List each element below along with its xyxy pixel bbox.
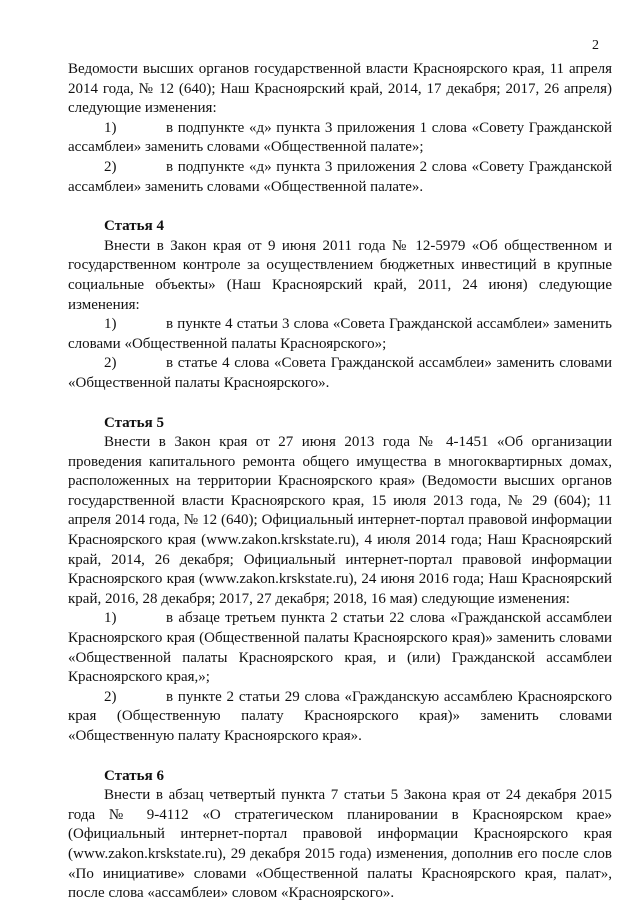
intro-paragraph: Ведомости высших органов государственной власти Красноярского края, 11 апреля 2014 года, № 12 (640); Наш Красноярский край, 2014, 17 декабря; 2017, 26 апреля) следующие изменения: (68, 61, 612, 117)
article-paragraph: Внести в Закон края от 27 июня 2013 года № 4-1451 «Об организации проведения капитального ремонта общего имущества в многоквартирных домах, расположенных на территории Красноярского края» (Ведомости высших органов государственной власти Красноярского края, 15 июля 2013 года, № 29 (604); 11 апреля 2014 года, № 12 (640); Официальный интернет-портал правовой информации Красноярского края (www.zakon.krskstate.ru), 4 июля 2014 года; Наш Красноярский край, 2014, 26 декабря; Официальный интернет-портал правовой информации Красноярского края (www.zakon.krskstate.ru), 24 июня 2016 года; Наш Красноярский край, 2016, 28 декабря; 2017, 27 декабря; 2018, 16 мая) следующие изменения: (68, 434, 612, 607)
item-number: 2) (104, 355, 117, 372)
item-text: в пункте 2 статьи 29 слова «Гражданскую ассамблею Красноярского края (Общественную палату Красноярского края)» заменить словами «Общественную палату Красноярского края». (68, 688, 612, 744)
item-text: в статье 4 слова «Совета Гражданской ассамблеи» заменить словами «Общественной палаты Красноярского». (68, 355, 612, 391)
article-title: Статья 6 (104, 767, 164, 784)
item-number: 1) (104, 119, 117, 136)
article-item-2 (68, 354, 612, 393)
item-text: в пункте 4 статьи 3 слова «Совета Гражданской ассамблеи» заменить словами «Общественной палаты Красноярского»; (68, 316, 612, 352)
article-item-2 (68, 688, 612, 747)
intro-section (68, 60, 612, 197)
article-paragraph: Внести в абзац четвертый пункта 7 статьи 5 Закона края от 24 декабря 2015 года № 9-4112 «О стратегическом планировании в Красноярском крае» (Официальный интернет-портал правовой информации Красноярского края (www.zakon.krskstate.ru), 29 декабря 2015 года) изменения, дополнив его после слов «По инициативе» словами «Общественной палаты Красноярского края, палат», после слова «ассамблеи» словом «Красноярского». (68, 787, 612, 902)
article-6 (68, 767, 612, 904)
page-number: 2 (592, 38, 599, 53)
item-number: 1) (104, 610, 117, 627)
article-title: Статья 5 (104, 414, 164, 431)
article-item-1 (68, 609, 612, 687)
article-item-1 (68, 315, 612, 354)
item-number: 1) (104, 316, 117, 333)
item-text: в подпункте «д» пункта 3 приложения 2 слова «Совету Гражданской ассамблеи» заменить словами «Общественной палате». (68, 158, 612, 195)
article-title: Статья 4 (104, 218, 164, 235)
item-number: 2) (104, 688, 117, 705)
intro-item-2 (68, 158, 612, 197)
article-paragraph: Внести в Закон края от 9 июня 2011 года № 12-5979 «Об общественном и государственном контроле за осуществлением бюджетных инвестиций в крупные социальные объекты» (Наш Красноярский край, 2011, 24 июня) следующие изменения: (68, 237, 612, 313)
intro-item-1 (68, 119, 612, 158)
item-number: 2) (104, 158, 117, 175)
item-text: в подпункте «д» пункта 3 приложения 1 слова «Совету Гражданской ассамблеи» заменить словами «Общественной палате»; (68, 119, 612, 156)
article-4 (68, 217, 612, 393)
document-body (68, 60, 612, 904)
article-5 (68, 414, 612, 747)
item-text: в абзаце третьем пункта 2 статьи 22 слова «Гражданской ассамблеи Красноярского края (Общественной палаты Красноярского края)» заменить словами «Общественной палаты Красноярского края, и (или) Гражданской ассамблеи Красноярского края,»; (68, 610, 612, 686)
